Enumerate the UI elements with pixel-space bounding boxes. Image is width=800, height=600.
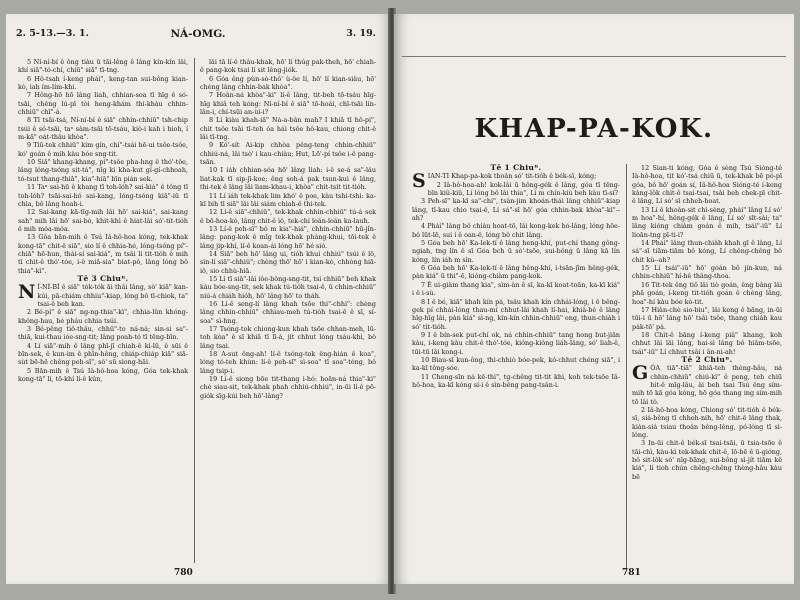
- verse-paragraph: 8 I ê bé, kiā" khah kín pá, tsâu khah kín chhái-lóng, i ê bêng-gek pí chhái-lóng thau-mí chhut-lâi khah lí-hai, khiâ-bé ê lâng hīg-hīg lâi, pàn kiá" sì-ng, kín-kín chhin-chhiū" eng, thun-chiàh i só' tit-tióh.: [412, 297, 620, 331]
- left-page-column-2: [200, 58, 376, 563]
- verse-paragraph: 16 Lí-ê seng-lí lâng khah tsōe thi"-chhi": chèng lâng chhin-chhiū" chhiau-meh tú-tióh tsai-ê ê sī, sí-soa" sì-hng.: [200, 299, 376, 325]
- drop-cap-letter: S: [412, 170, 426, 193]
- verse-paragraph: 10 Biau-sī kun-ông, thi-chhiò bóe-pek, kó-chhut chéng siā", i ka-kī tông-sóe.: [412, 355, 620, 373]
- verse-paragraph: 2 Bé-pí" ê siā" ng-ng-thia"-kì", chhia-lûn khóng-khóng-hau, bé pháu chhia tsúi.: [18, 308, 188, 325]
- verse-paragraph: 12 Lí-ê siā"-chhiū", tek-khak chhin-chhiū" tú-á sek ê bō-hoa-kó, lâng chit-ê ìô, tek-chí loán-loán ka-lauh.: [200, 208, 376, 225]
- drop-cap-letter: G: [632, 362, 649, 385]
- left-page-number: 780: [174, 568, 193, 578]
- left-page-column-1: [18, 58, 188, 578]
- right-page-column-1: [412, 164, 620, 569]
- chapter-heading: Tē 1 Chiuⁿ.: [490, 164, 542, 172]
- chapter-opening-text: Í-NÍ-BÍ ê siā" tók-tók āi thâi lâng, sò' kiā" kan-kúi, pā-chiám chhiu"-kiap, lóng bô tī-chiok, ta" tsai-ê beh kan.: [37, 283, 188, 308]
- right-page-column-2: [632, 164, 782, 574]
- verse-paragraph: 6 Hô-tsah í-keng phái", keng-tan sui-bông kian-kò, iah ím-lím-khi.: [18, 74, 188, 92]
- verse-paragraph: 17 Hiàn-chè sio-biu", lâi keng ê bāng, in-ūi tūi-i ū hō' lâng hō' tsâi tsôe, thang chiáh kau pák-tō' pá.: [632, 305, 782, 331]
- verse-paragraph: 3 In-ūi chit-ê bék-sī tsai-tsāi, ū tsia-tsōe ê tāi-chì, kàu-kì tek-khak chit-ê, lō-bē ê ū-gióng, bô sit-lôk só' nīg-bāng, sui-bông sì-jít tiām kê kiá", lí tioh chún chêng-chêng thèng-hâu kàu bē: [632, 439, 782, 481]
- verse-paragraph: 2 Iâ-hô-hoa kóng, Chiong só' tit-tióh ê bék-sī, siá-bêng tī chheh-nih, hō' chit-ê lâng thak, kiàn-siá tsiau thoân bêng-lêng, pó-lóng tī sì-lóng.: [632, 405, 782, 439]
- verse-paragraph: 2 Iâ-hô-hoa-ah! kok-lâi ū hông-gék ê lâng, góa tī tēng-bīn kiû-kiû, Lí lóng bô lâi thia", Lí m chín-kiù beh kàu tī-sí?: [427, 180, 620, 198]
- verse-paragraph: 10 Siā" khang-khang, pí"-tsôe pha-hng ê thó'-tôe, lâng lóng-tsóng sit-tá", nīg ki kha-kut gí-gí-chhoah, tó-tsut thang-thiā", kia"-hiā" bīn pián sek.: [18, 158, 188, 183]
- verse-paragraph: 9 Tiū-tek chhiū" kim gín, chí"-tsái hē-ui tsôe-tsôe, kó' goán ê mih kàu bóe sng-tit.: [18, 141, 188, 158]
- chapter-opening-text: ÓA tiā"-tiā" khiā-teh thèng-hâu, ná chhin-chhiū" chiú-kì" ê peng, teh chiū hit-ê mīg-lâu, ài beh tsai Tsú êng sím-mih tō kā góa kóng, hō góa thang ing sím-mih tō lâi tò.: [632, 364, 782, 406]
- chapter-heading: Tē 3 Chiuⁿ.: [77, 273, 129, 283]
- left-page-running-title: NÁ-OMG.: [170, 28, 226, 40]
- verse-paragraph: 4 Lí siā"-mih ê lâng phī-jī chiah-ê ki-lū, ê sūi ê bīn-sek, ê kun-im ê phīn-hêng, chiáp-chiáp kiā" siā-sùt bē-hē chêng peh-sī", só' sū siong-hāi.: [18, 341, 188, 367]
- chapter-heading: Tē 2 Chiuⁿ.: [681, 354, 733, 364]
- chapter-opening-paragraph: [632, 364, 782, 406]
- verse-paragraph: 11 Lí iáh tek-khak lim khó' ê poe, kàu tshi-tshi: ka-kī bih tī siā" lâi lâi siám chiah-ê thi-tek.: [200, 191, 376, 208]
- right-page-number: 781: [622, 568, 641, 578]
- verse-paragraph: 3 Bé-pêng tiô-thâu, chhū"-to ná-ná; sin-si sa"-thiā, kui-thau ióe-sng-tit; lâng poah-tó tī tēng-bīn.: [18, 325, 188, 342]
- verse-paragraph: 6 Góa beh hō' Ka-lek-tí ê lâng hêng-khí, i-tsān-jîm hêng-gék, pàn kiá" ū thi"-ē, kióng-chiàm pang-kok.: [412, 264, 620, 281]
- verse-paragraph: 12 Sai-kang kā-tīg-mih lâi hō' sai-kiá", sai-kang sah" mih lâi hō' sai-bó, khit-khì ê hiat-lâi só'-tit-tióh ê mih móa-móa.: [18, 208, 188, 233]
- verse-paragraph: 18 A-sut ông-ah! lí-ê tsóng-tok êng-hián ê koa", lóng tó-teh khùn: lí-ê peh-sī" sì-soa" tī soa"-téng, bô lâng tsip-i.: [200, 350, 376, 375]
- column-divider: [626, 164, 627, 569]
- verse-paragraph: 9 I ê bín-sek put-chí ok, ná chhin-chhiū" tang hong but-jiān kàu, i-keng kàu chit-ê thó'-tóe, kióng-kióng liáh-lâng, só' liah-ê, tūi-tū lâi kong-i.: [412, 330, 620, 356]
- column-divider: [194, 58, 195, 563]
- book-title: KHAP-PA-KOK.: [474, 114, 714, 144]
- verse-paragraph: 14 Phái" lâng thun-chiàh khah gī ê lâng, Lí sá"-sī tiām-tiām bô kóng, Lí chêng-chêng bô chit kù--ah?: [632, 239, 782, 264]
- verse-paragraph: 13 Lí ê khoàn-sit chì-sèng, phái" lâng Lí só' m hoa"-hí, hêng-gék ê lâng, Lí só' sīt-sài; ta" lâng kióng chiàm goán ê mih, tsái"-iū" Lí lioān-tng pī-ti-i?: [632, 205, 782, 239]
- verse-paragraph: 4 Phái" lâng bô chiàu hoat-tō, lâi kong-kek hó-lâng, lóng hōe-bô lūt-lē, sui í ê oan-ê, lóng bô chit lâng.: [412, 222, 620, 239]
- verse-paragraph: 5 Góa beh hō' Ka-lek-tí ê lâng heng-khí, put-chí thang gông-ngiah, tng lín ê sī Góa bch ū sò'-tsōe, sui-bông ū lâng kā lín kóng, lín iáh m sìn.: [412, 239, 620, 264]
- verse-paragraph: 18 Chit-ê bāng í-keng piâ" khang, koh chhut lâi lâi lâng, hai-sì lâng bô hiâm-tsōe, tsái"-iū" Lí chhut tsâi i ân-ni-ah!: [632, 330, 782, 356]
- verse-paragraph: 7 Hoân-ná khòa"-ki" lí-ê lâng, tit-beh tō-tsáu hīg-hīg khiâ teh kóng: Ní-ní-bí ê siā" tō-hoái, chī-tsāi lín-lân-i, chí-tsūi an-ùi-i?: [200, 91, 376, 117]
- verse-paragraph: 3 Peh-sī" ka-kī sa"-chi", tsân-jim khoán-thái lâng chhiū"-kiap lâng, tī-kau chio tsai-ê, Lí sá"-sī hō' góa chhin-bak khòa"-kì"--ah?: [412, 197, 620, 223]
- verse-paragraph: 19 Lí-ê siong bōe tit-thang i-hó: hoān-ná thia"-ki" ché siau-sit, tek-khak phah chhiú-chhiú", in-ūi lí-ê pō-giók sīg-kúi beh hō'-lâng?: [200, 375, 376, 400]
- verse-paragraph: 15 Lí tsái"-iū" hō' goán bô jín-kun, ná chhin-chhiū" hí-hê thâng-thoa.: [632, 264, 782, 281]
- verse-paragraph: 5 Bān-mih ê Tsú Iâ-hô-hoa kóng, Góa tek-khak kong-tā" lí, tō-khí lí-ê kûn,: [18, 366, 188, 384]
- right-page-top-rule: [402, 56, 786, 57]
- verse-paragraph: 10 I iáh chhian-sóa hō' lâng liah: i-ê se-á sa"-lâu liat-kak tī sip-jī-koe; êng soh-á pak tsun-kui ê lâng, thi-tek ê lâng lâi liam-khau-i, khòa" chit-tsit tit-tióh.: [200, 166, 376, 192]
- verse-paragraph: 14 Siā" beh hō' lâng ui, tióh khui chhiú" tsúi ê lô, sin-lí siā"-chhiû"; chèng thō' hō' i kian-kò, chhòng hiā-iô, sio chhù-hiā.: [200, 249, 376, 275]
- verse-paragraph: 7 Hông-hō hō lâng liah, chhian-soa tī hīg ê só-tsāi, chêng lú-pī tòi heng-khám thi-khàu chhin-chhiū" chī"-á.: [18, 91, 188, 117]
- verse-paragraph: 12 Sian-ti kóng, Góa ê sèng Tsú Sióng-té Iâ-hô-hoa, tit kó'-tsá chiū ū, tek-khak bē pó-pī góa, bô hō' goán sí, Iâ-hô-hoa Sióng-té í-keng kàng-lôk chit-ê tsai-tsai, tsài beh chek-pī chit-ê lâng, Lí só' sī chheh-hoat.: [632, 164, 782, 206]
- verse-paragraph: 13 Lí-ê peh-sī" bô m kia"-hiá", chhin-chhiū" hū-jîn-lâng: pang-kok ê mīg tek-khak pháng-khui, tōi-tek ê lâng jip-khí, lí-ê koan-ái lóng hō' hé sió.: [200, 224, 376, 250]
- left-page-reference-start: 2. 5-13.—3. 1.: [16, 28, 89, 39]
- verse-paragraph: 8 Lí kiàu khah-iā" Ná-a-bân mah? I khiā tī hô-pi", chit tsôe tsāi tī-teh óa hái tsôe hô-kau, chiong chit-ê lâi tī-tng.: [200, 116, 376, 142]
- verse-paragraph: 13 Gôa bān-mih ê Tsú Iâ-hô-hoa kóng, tek-khak kong-tā" chit-ê siā", sio lí ê chhia-hé, lóng-tsóng pí"-chiā" hē-hun, thái-sí sai-kiá", m tsâi lí tit-tióh ê mih tī chit-ê thó'-tóe, i-ê miā-sia" biat-pô, lâng lóng bô thia"-kì".: [18, 233, 188, 275]
- left-page-reference-end: 3. 19.: [346, 28, 376, 39]
- verse-paragraph: 11 Taⁿ sai-hū ê khang tī toh-lóh? sai-kiá" ê tông tī toh-lóh? tsāi-sai-hó sai-kang, lóng-tsóng kiā"-iū tī chia, bô lâng hoah-i.: [18, 183, 188, 208]
- verse-paragraph: 5 Ní-ní-bí ê ông tiàu ū tāi-lêng ê lâng kín-kín lâi, khí siā"-tó-chí, chiū" siā" tī-tng.: [18, 58, 188, 75]
- chapter-opening-paragraph: [18, 283, 188, 308]
- left-page: [6, 14, 390, 584]
- verse-paragraph: 15 Lí tī siā"-lâi iôe-bông-sng-tit, tsi chhiū" beh khak kàu bóe-sng-tit, sek khak tú-tióh tsai-ê, ū chhin-chhiū" niú-á chiáh hióh, hō' lâng hō' to tháh.: [200, 274, 376, 300]
- verse-paragraph: 9 Kó'-sít Ai-kip chhòa pêng-teng chhin-chhiū" chhiú-ná, lâi tsò' i kau-chiàu; Hut, Lō'-pí tsôe i-ê pang-tsān.: [200, 141, 376, 167]
- verse-paragraph: 7 Ê ui-giàm thang kia", sìm-àn ê sī, ka-kī koat-toān, ka-kī kiá" i ê i-sù.: [412, 280, 620, 298]
- verse-paragraph: 17 Tsóng-tok chiong-kun khah tsōe chhan-meh, lū-toh kòa" ê sī khiā tī lī-á, jit chhut lóng tsáu-khì, bô lâng tsai.: [200, 325, 376, 350]
- verse-paragraph: 8 Tī tsāi-tsá, Ní-ní-bí ê siā" chhin-chhiū" tsh-chip tsúi ê só-tsāi, taⁿ sàm-tsāi tō-tsáu, kiò-i kah i hioh, í m-kā" oát-thâu khòa".: [18, 116, 188, 142]
- verse-paragraph: 16 Tit-tek êng tiô lâi tiò goán, êng bâng lâi phā goán, í-keng tit-tióh goán ê chèng lâng, hoa"-hí kàu bóe kò-tit.: [632, 280, 782, 306]
- verse-paragraph: 11 Cheng-sīn ná kē-thi", tg-chêng tit-tit khì, koh tek-tsōe Iâ-hô-hoa, ka-kī kóng sí-i ê sìn-bêng pang-tsân-i.: [412, 372, 620, 389]
- verse-paragraph: 6 Góa êng pùn-sò-thó' ù-ôe lí, hō' lí kian-siàu, hō' chèng lâng chhin-bak khòa".: [200, 74, 376, 92]
- drop-cap-letter: N: [18, 281, 36, 304]
- right-page: [394, 14, 794, 584]
- verse-paragraph: lâi tā lí-ê thâu-khak, hō' lí thúg pak-theh, hō' chiah-ê pang-kok tsai lí sit lêng-jiók.: [200, 58, 376, 75]
- chapter-opening-text: IAN-TI Khap-pa-kok thoân só' tit-tióh ê bék-sī, kóng;: [427, 172, 597, 181]
